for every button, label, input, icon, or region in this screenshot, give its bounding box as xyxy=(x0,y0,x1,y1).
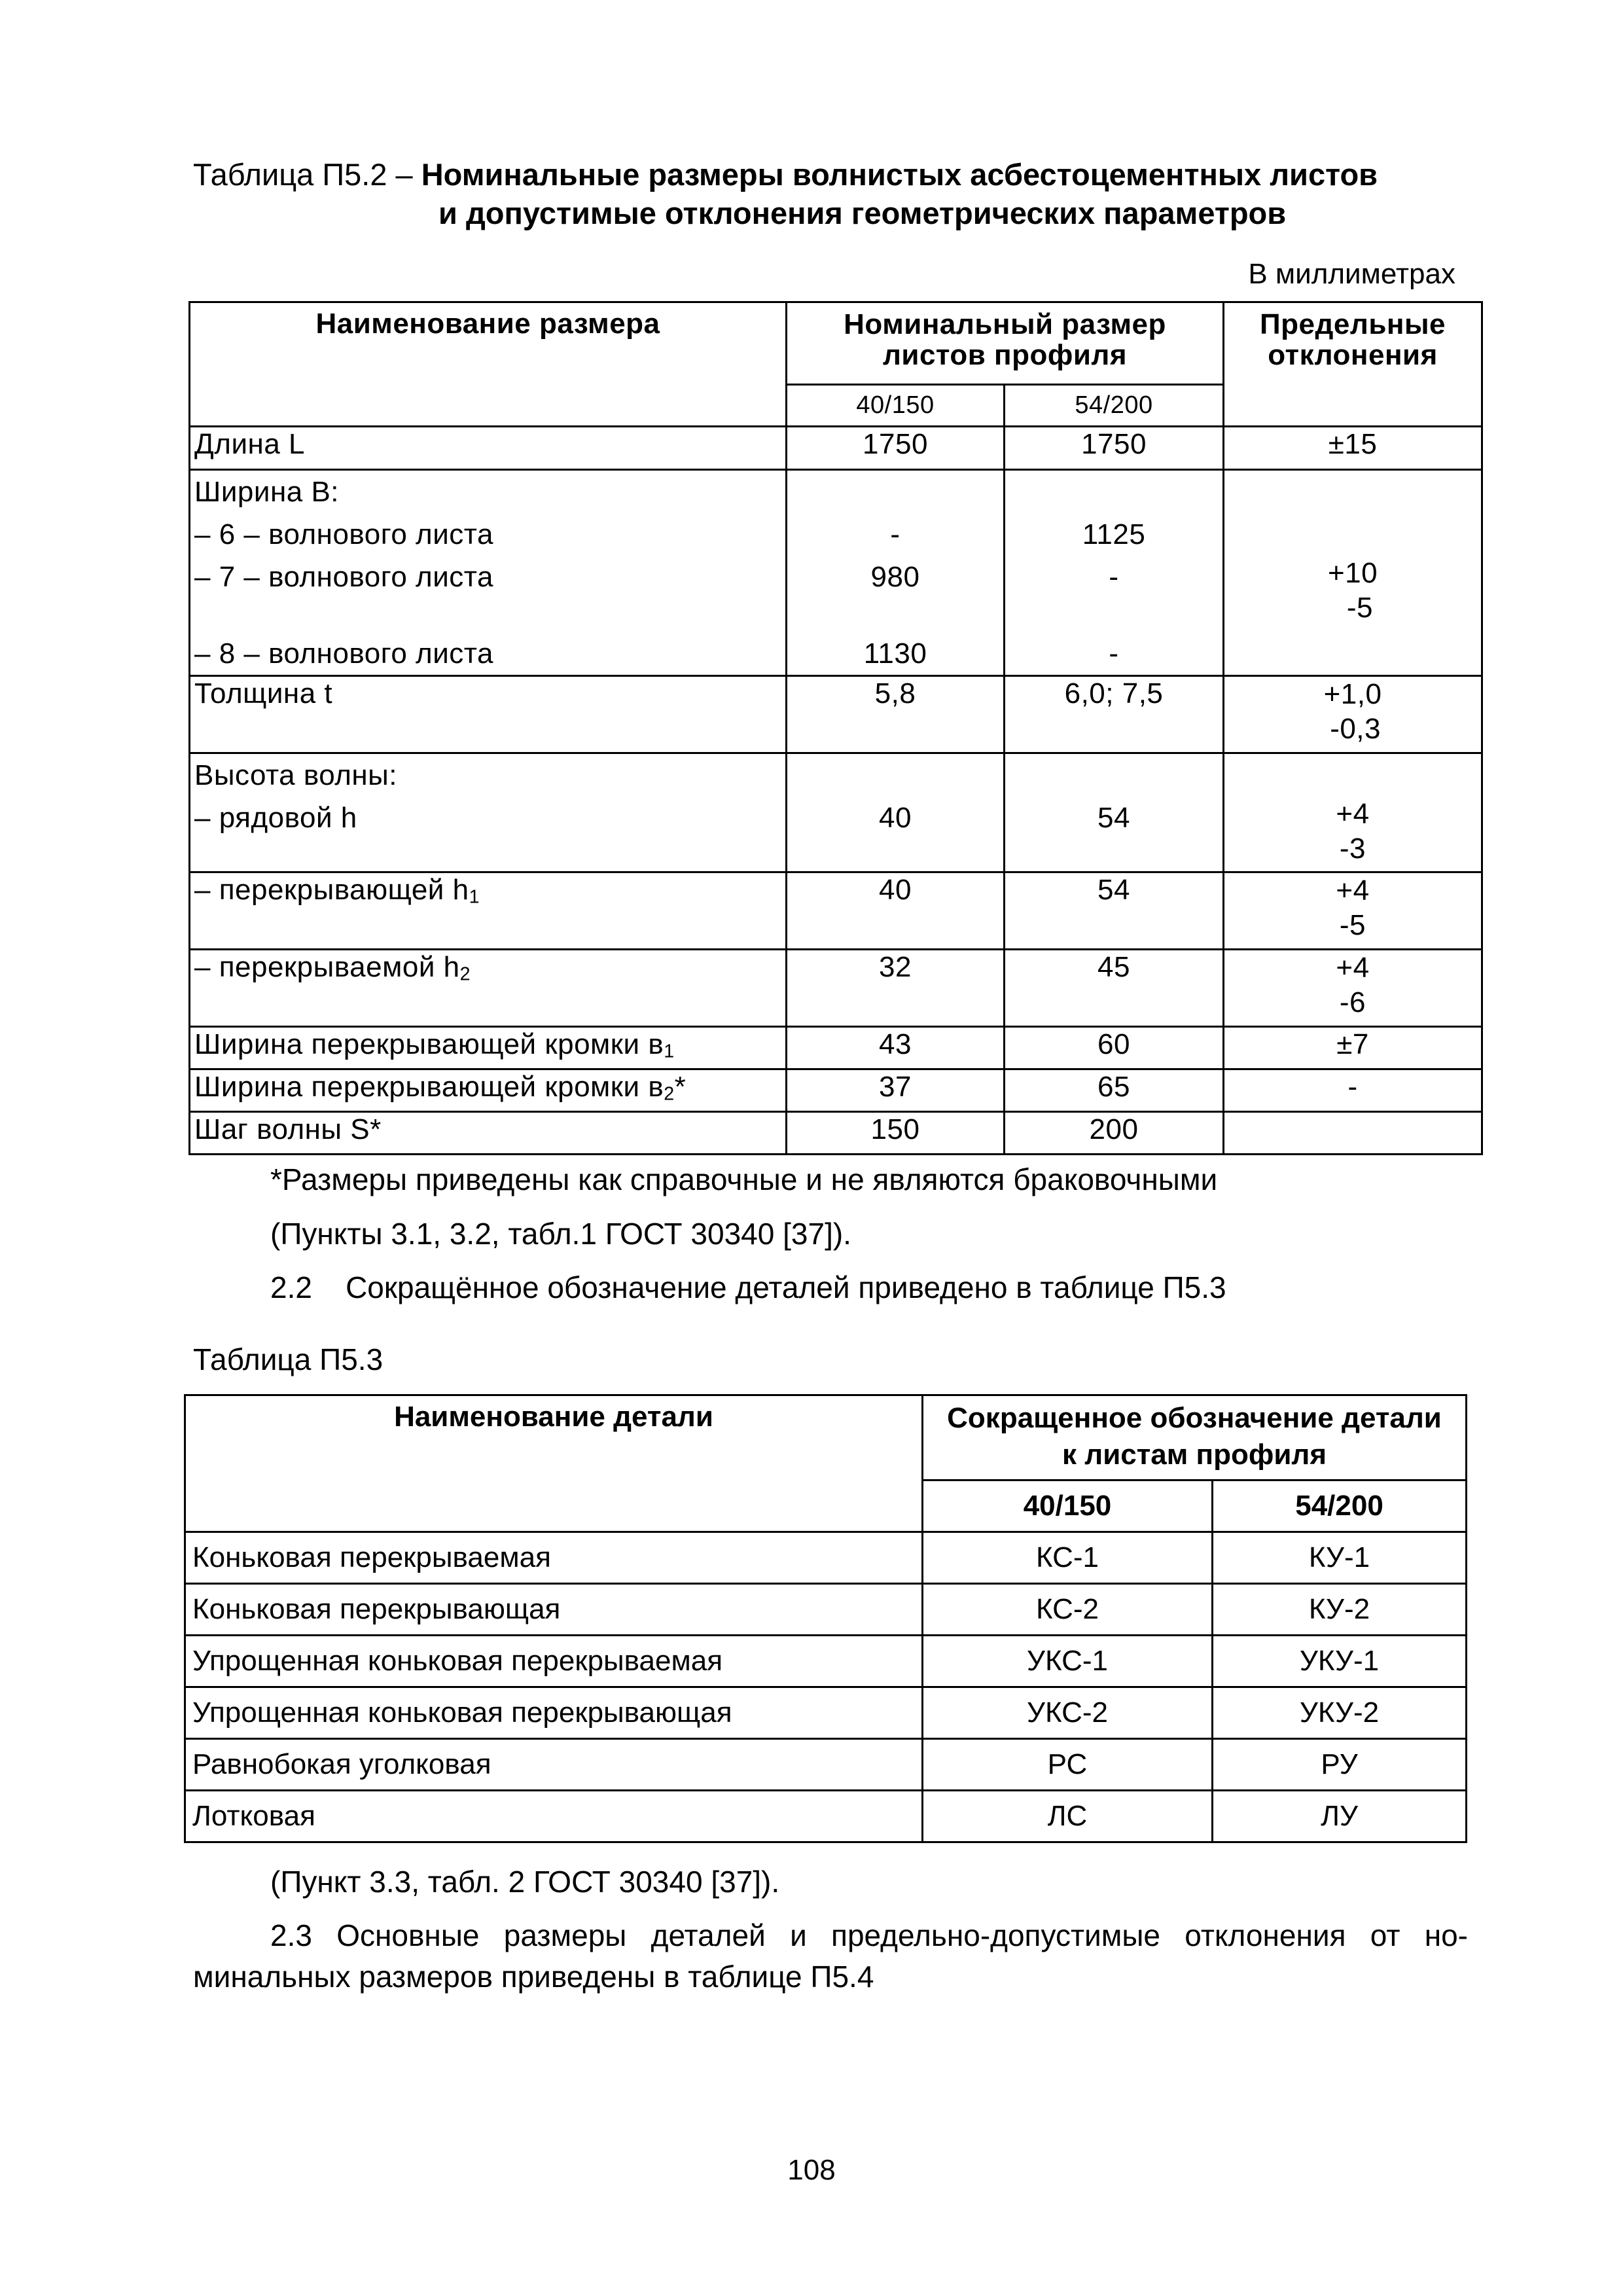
table1-wave-name-cell xyxy=(190,753,787,872)
table1-row-overlapping xyxy=(190,872,1482,950)
table1-caption-prefix: Таблица П5.2 – xyxy=(193,157,421,192)
table1-overlapped-v1: 32 xyxy=(787,950,1005,1027)
table1-units: В миллиметрах xyxy=(1248,258,1455,290)
table1-width-sub8-v2: - xyxy=(1109,637,1119,670)
table2-row3-v1: УКС-1 xyxy=(923,1636,1213,1687)
table1-edge2-dev: - xyxy=(1224,1069,1482,1112)
table1-row-length xyxy=(190,427,1482,470)
table1-width-dev-plus: +10 xyxy=(1327,557,1378,589)
paragraph-2-3-line1: 2.3 Основные размеры деталей и предельно-допустимые отклонения от но- xyxy=(270,1918,1468,1952)
table1-overlapping-dev-cell xyxy=(1224,872,1482,950)
paragraph-2-3-line2: минальных размеров приведены в таблице П5.4 xyxy=(193,1960,874,1994)
table1-edge2-name: Ширина перекрывающей кромки в xyxy=(194,1071,664,1103)
table1-caption-bold2: и допустимые отклонения геометрических параметров xyxy=(438,195,1287,230)
table1-header-name: Наименование размера xyxy=(190,302,787,427)
table2-caption: Таблица П5.3 xyxy=(193,1342,383,1376)
table1-width-v2-cell xyxy=(1005,470,1224,676)
table2-header-abbr xyxy=(923,1395,1467,1480)
table1-thickness-name: Толщина t xyxy=(190,676,787,753)
table1-overlapped-dev-cell xyxy=(1224,950,1482,1027)
table1-width-v1-cell xyxy=(787,470,1005,676)
table1-length-dev: ±15 xyxy=(1224,427,1482,470)
table1-width-sub8: – 8 – волнового листа xyxy=(194,637,493,670)
table1-overlapped-sub: 2 xyxy=(459,963,471,985)
table1-edge1-sub: 1 xyxy=(664,1041,675,1062)
table2-row xyxy=(185,1636,1467,1687)
table1-overlapped-dev-plus: +4 xyxy=(1336,952,1370,984)
table2-row6-name: Лотковая xyxy=(185,1791,923,1842)
table2-row xyxy=(185,1739,1467,1791)
table1-thickness-v2: 6,0; 7,5 xyxy=(1005,676,1224,753)
table2-row6-v1: ЛС xyxy=(923,1791,1213,1842)
reference-2: (Пункт 3.3, табл. 2 ГОСТ 30340 [37]). xyxy=(270,1865,780,1899)
table2-row1-name: Коньковая перекрываемая xyxy=(185,1532,923,1584)
table1-width-dev-cell xyxy=(1224,470,1482,676)
table2-header-profile1: 40/150 xyxy=(923,1480,1213,1532)
table2-row4-name: Упрощенная коньковая перекрывающая xyxy=(185,1687,923,1739)
table1-thickness-dev-minus: -0,3 xyxy=(1330,713,1382,745)
table2-row5-v2: РУ xyxy=(1213,1739,1467,1791)
footnote: *Размеры приведены как справочные и не являются браковочными xyxy=(270,1162,1218,1196)
table1-row-overlapped xyxy=(190,950,1482,1027)
table2-row xyxy=(185,1791,1467,1842)
table1 xyxy=(188,301,1483,1155)
table2-row2-v1: КС-2 xyxy=(923,1584,1213,1636)
table1-wave-dev-cell xyxy=(1224,753,1482,872)
table1-width-name: Ширина B: xyxy=(194,476,340,508)
table1-row-thickness xyxy=(190,676,1482,753)
table1-edge2-v2: 65 xyxy=(1005,1069,1224,1112)
table1-edge2-sub: 2 xyxy=(664,1083,675,1105)
table1-width-sub7-v1: 980 xyxy=(870,561,920,593)
page-number: 108 xyxy=(787,2154,836,2186)
table1-overlapping-dev-plus: +4 xyxy=(1336,874,1370,906)
table1-length-v2: 1750 xyxy=(1005,427,1224,470)
table1-thickness-dev-plus: +1,0 xyxy=(1323,678,1382,710)
table1-wave-row-v1: 40 xyxy=(879,802,912,834)
table1-wave-v2-cell xyxy=(1005,753,1224,872)
table1-edge2-v1: 37 xyxy=(787,1069,1005,1112)
table1-edge1-v1: 43 xyxy=(787,1027,1005,1069)
table1-header-profile1: 40/150 xyxy=(787,385,1005,427)
reference-1: (Пункты 3.1, 3.2, табл.1 ГОСТ 30340 [37]). xyxy=(270,1217,851,1251)
table1-wave-row-name: – рядовой h xyxy=(194,802,357,834)
table1-caption xyxy=(193,156,1476,233)
table1-header-deviation: Предельные отклонения xyxy=(1224,302,1482,427)
table1-step-dev xyxy=(1224,1112,1482,1155)
table1-overlapping-v2: 54 xyxy=(1005,872,1224,950)
table1-overlapping-name-cell xyxy=(190,872,787,950)
table1-overlapping-v1: 40 xyxy=(787,872,1005,950)
table1-overlapped-dev-minus: -6 xyxy=(1339,986,1366,1018)
table1-edge1-name: Ширина перекрывающей кромки в xyxy=(194,1028,664,1060)
table2-row1-v2: КУ-1 xyxy=(1213,1532,1467,1584)
table1-thickness-dev-cell xyxy=(1224,676,1482,753)
table2-row5-name: Равнобокая уголковая xyxy=(185,1739,923,1791)
table2-row3-name: Упрощенная коньковая перекрываемая xyxy=(185,1636,923,1687)
table1-row-step xyxy=(190,1112,1482,1155)
table1-step-name: Шаг волны S* xyxy=(190,1112,787,1155)
table1-width-name-cell xyxy=(190,470,787,676)
table1-row-edge2 xyxy=(190,1069,1482,1112)
table1-row-width xyxy=(190,470,1482,676)
table1-caption-line1 xyxy=(193,156,1476,194)
table1-caption-bold1: Номинальные размеры волнистых асбестоцементных листов xyxy=(421,157,1378,192)
table1-overlapped-name-cell xyxy=(190,950,787,1027)
table1-overlapping-sub: 1 xyxy=(469,886,480,908)
table2-header-profile2: 54/200 xyxy=(1213,1480,1467,1532)
table1-edge2-suffix: * xyxy=(674,1071,687,1103)
table1-step-v2: 200 xyxy=(1005,1112,1224,1155)
table1-wave-row-v2: 54 xyxy=(1097,802,1130,834)
table1-width-sub6: – 6 – волнового листа xyxy=(194,518,493,550)
table1-width-sub7-v2: - xyxy=(1109,561,1119,593)
table2-row1-v1: КС-1 xyxy=(923,1532,1213,1584)
table2-row2-v2: КУ-2 xyxy=(1213,1584,1467,1636)
table1-wave-row-dev-minus: -3 xyxy=(1339,833,1366,865)
table1-length-v1: 1750 xyxy=(787,427,1005,470)
table1-width-sub6-v1: - xyxy=(890,518,901,550)
table2 xyxy=(184,1394,1467,1843)
table1-edge1-dev: ±7 xyxy=(1224,1027,1482,1069)
table2-row5-v1: РС xyxy=(923,1739,1213,1791)
table1-row-edge1 xyxy=(190,1027,1482,1069)
table1-header-profile2: 54/200 xyxy=(1005,385,1224,427)
table1-wave-name: Высота волны: xyxy=(194,759,398,791)
table2-row xyxy=(185,1584,1467,1636)
table1-overlapping-dev-minus: -5 xyxy=(1339,909,1366,941)
table1-wave-row-dev-plus: +4 xyxy=(1336,798,1370,830)
table1-edge1-name-cell xyxy=(190,1027,787,1069)
table2-row xyxy=(185,1532,1467,1584)
table2-header-name: Наименование детали xyxy=(185,1395,923,1532)
table1-row-wave-height xyxy=(190,753,1482,872)
table1-caption-line2 xyxy=(193,194,1476,233)
table1-step-v1: 150 xyxy=(787,1112,1005,1155)
table1-overlapped-v2: 45 xyxy=(1005,950,1224,1027)
table1-width-sub8-v1: 1130 xyxy=(863,637,927,670)
table2-row2-name: Коньковая перекрывающая xyxy=(185,1584,923,1636)
table2-header-abbr-line2: к листам профиля xyxy=(1062,1439,1327,1471)
paragraph-2-2: 2.2 Сокращённое обозначение деталей приведено в таблице П5.3 xyxy=(270,1270,1226,1304)
table2-row xyxy=(185,1687,1467,1739)
table1-overlapping-name: – перекрывающей h xyxy=(194,874,469,906)
table1-edge2-name-cell xyxy=(190,1069,787,1112)
table1-width-sub6-v2: 1125 xyxy=(1082,518,1146,550)
table1-wave-v1-cell xyxy=(787,753,1005,872)
table2-row3-v2: УКУ-1 xyxy=(1213,1636,1467,1687)
table1-overlapped-name: – перекрываемой h xyxy=(194,951,460,983)
table2-row6-v2: ЛУ xyxy=(1213,1791,1467,1842)
table1-width-dev-minus: -5 xyxy=(1346,592,1374,624)
table1-header-nominal: Номинальный размер листов профиля xyxy=(787,302,1224,385)
table1-width-sub7: – 7 – волнового листа xyxy=(194,561,493,593)
table1-thickness-v1: 5,8 xyxy=(787,676,1005,753)
table1-length-name: Длина L xyxy=(190,427,787,470)
table2-header-abbr-line1: Сокращенное обозначение детали xyxy=(947,1402,1442,1434)
table1-edge1-v2: 60 xyxy=(1005,1027,1224,1069)
table2-row4-v1: УКС-2 xyxy=(923,1687,1213,1739)
table2-row4-v2: УКУ-2 xyxy=(1213,1687,1467,1739)
